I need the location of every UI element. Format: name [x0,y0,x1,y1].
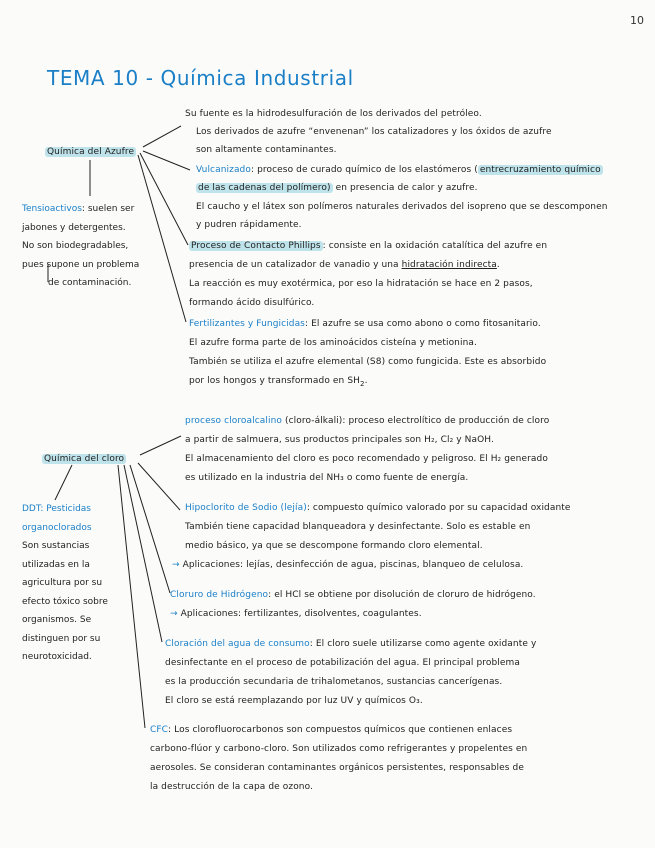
tensioactivos-term: Tensioactivos [22,204,82,214]
page-number: 10 [630,14,644,27]
cloracion-line-2: desinfectante en el proceso de potabilización del agua. El principal problema [165,658,521,668]
connector-line [118,465,145,728]
phillips-line-3: La reacción es muy exotérmica, por eso la hidratación se hace en 2 pasos, [189,279,533,289]
connector-line [143,151,190,170]
cfc-line-3: aerosoles. Se consideran contaminantes orgánicos persistentes, responsables de [150,763,524,773]
cloro-label: Química del cloro [44,454,125,464]
hcl-line-2: → Aplicaciones: fertilizantes, disolventes, coagulantes. [170,609,422,619]
ddt-note: DDT: Pesticidas organoclorados Son sustancias utilizadas en la agricultura por su efecto tóxico sobre organismos. Se distinguen por su neurotoxicidad. [22,500,108,667]
cfc-term: CFC [150,725,169,735]
arrow-right-icon: → [170,609,178,619]
connector-line [138,155,186,322]
page-title: TEMA 10 - Química Industrial [47,66,354,90]
connector-line [143,126,181,147]
tensioactivos-note: Tensioactivos: suelen ser jabones y detergentes. No son biodegradables, pues supone un problema de contaminación. [22,204,140,288]
connector-line [124,465,162,642]
cloracion-line-4: El cloro se está reemplazando por luz UV y químicos O₃. [165,696,423,706]
hipoclorito-line-1: Hipoclorito de Sodio (lejía): compuesto químico valorado por su capacidad oxidante [185,503,571,513]
phillips-line-4: formando ácido disulfúrico. [189,298,315,308]
connector-line [55,465,72,500]
cloracion-term: Cloración del agua de consumo [165,639,310,649]
hipoclorito-term: Hipoclorito de Sodio (lejía) [185,503,307,513]
azufre-line-1: Su fuente es la hidrodesulfuración de los derivados del petróleo. [185,109,482,119]
cloroalcalino-line-3: El almacenamiento del cloro es poco recomendado y peligroso. El H₂ generado [185,454,548,464]
phillips-line-1: Proceso de Contacto Phillips : consiste en la oxidación catalítica del azufre en [191,241,548,251]
cloracion-line-3: es la producción secundaria de trihalometanos, sustancias cancerígenas. [165,677,503,687]
cloroalcalino-line-4: es utilizado en la industria del NH₃ o como fuente de energía. [185,473,469,483]
ddt-term: DDT: Pesticidas [22,504,91,514]
hipoclorito-line-2: También tiene capacidad blanqueadora y desinfectante. Solo es estable en [185,522,531,532]
hipoclorito-line-3: medio básico, ya que se descompone formando cloro elemental. [185,541,483,551]
hcl-line-1: Cloruro de Hidrógeno: el HCl se obtiene por disolución de cloruro de hidrógeno. [170,590,536,600]
hcl-term: Cloruro de Hidrógeno [170,590,269,600]
connector-line [130,465,170,593]
arrow-right-icon: → [172,560,180,570]
azufre-line-2: Los derivados de azufre “envenenan” los catalizadores y los óxidos de azufre [196,127,552,137]
cloroalcalino-term: proceso cloroalcalino [185,416,283,426]
fertilizantes-line-4: por los hongos y transformado en $SH_2$. [189,376,368,388]
fertilizantes-line-1: Fertilizantes y Fungicidas: El azufre se usa como abono o como fitosanitario. [189,319,541,329]
phillips-line-2: presencia de un catalizador de vanadio y una hidratación indirecta. [189,260,500,270]
connector-line [140,436,181,455]
cloracion-line-1: Cloración del agua de consumo: El cloro suele utilizarse como agente oxidante y [165,639,537,649]
vulcanizado-line-1: Vulcanizado: proceso de curado químico de los elastómeros ( entrecruzamiento químico [196,165,601,175]
cfc-line-1: CFC: Los clorofluorocarbonos son compuestos químicos que contienen enlaces [150,725,513,735]
caucho-line-2: y pudren rápidamente. [196,220,302,230]
caucho-line-1: El caucho y el látex son polímeros naturales derivados del isopreno que se descomponen [196,202,608,212]
azufre-label: Química del Azufre [47,147,135,157]
cloroalcalino-line-2: a partir de salmuera, sus productos principales son H₂, Cl₂ y NaOH. [185,435,494,445]
vulcanizado-term: Vulcanizado [196,165,251,175]
cfc-line-4: la destrucción de la capa de ozono. [150,782,314,792]
connector-line [138,463,180,510]
fertilizantes-line-3: También se utiliza el azufre elemental (S8) como fungicida. Este es absorbido [189,357,547,367]
cfc-line-2: carbono-flúor y carbono-cloro. Son utilizados como refrigerantes y propelentes en [150,744,528,754]
azufre-line-3: son altamente contaminantes. [196,145,337,155]
phillips-term: Proceso de Contacto Phillips [191,241,321,251]
cloroalcalino-line-1: proceso cloroalcalino (cloro-álkali): proceso electrolítico de producción de cloro [185,416,550,426]
hipoclorito-line-4: → Aplicaciones: lejías, desinfección de agua, piscinas, blanqueo de celulosa. [172,560,524,570]
fertilizantes-term: Fertilizantes y Fungicidas [189,319,305,329]
vulcanizado-line-2: de las cadenas del polímero) en presencia de calor y azufre. [198,183,478,193]
fertilizantes-line-2: El azufre forma parte de los aminoácidos cisteína y metionina. [189,338,477,348]
